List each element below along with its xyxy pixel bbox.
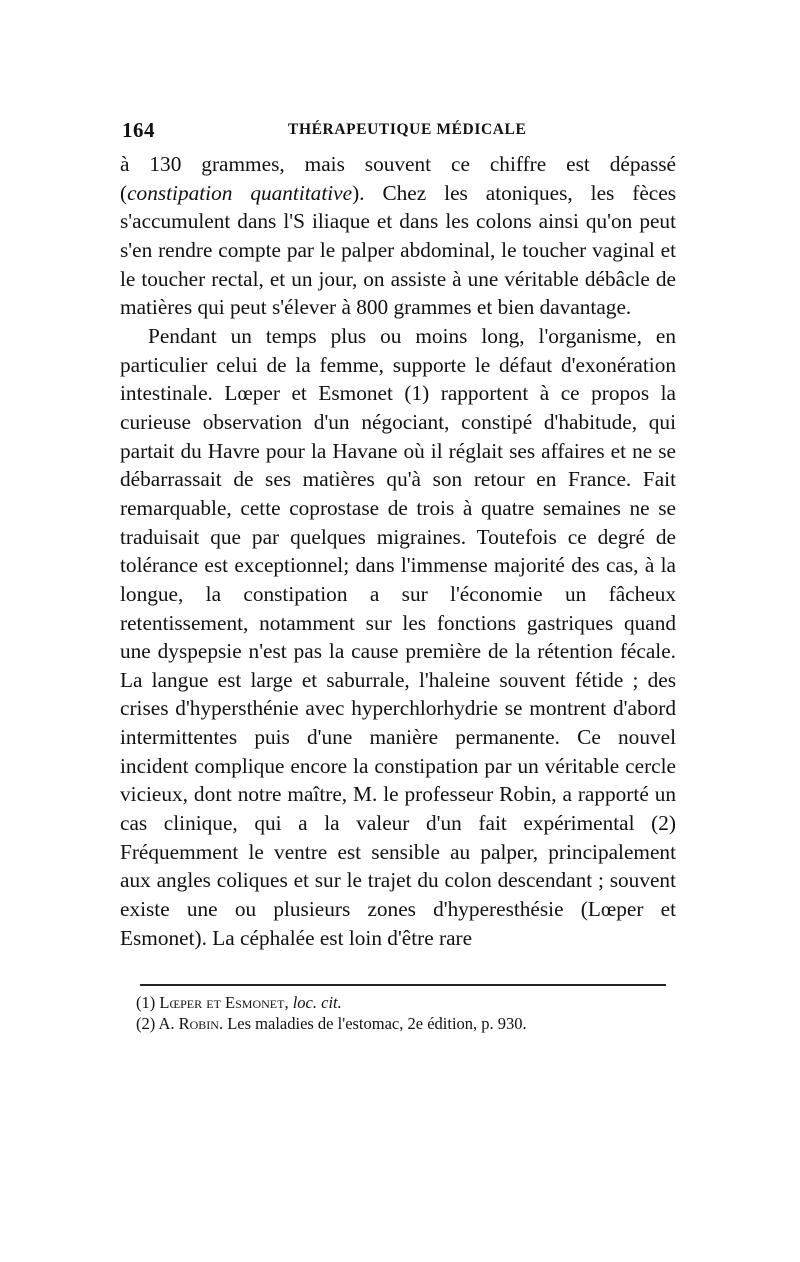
footnote-2 [136, 1013, 676, 1034]
paragraph-2: Pendant un temps plus ou moins long, l'organisme, en particulier celui de la femme, supporte le défaut d'exonération intestinale. Lœper et Esmonet (1) rapportent à ce propos la curieuse observation d'un négociant, constipé d'habitude, qui partait du Havre pour la Havane où il réglait ses affaires et ne se débarrassait de ses matières qu'à son retour en France. Fait remarquable, cette coprostase de trois à quatre semaines ne se traduisait que par quelques migraines. Toutefois ce degré de tolérance est exceptionnel; dans l'immense majorité des cas, à la longue, la constipation a sur l'économie un fâcheux retentissement, notamment sur les fonctions gastriques quand une dyspepsie n'est pas la cause première de la rétention fécale. La langue est large et saburrale, l'haleine souvent fétide ; des crises d'hypersthénie avec hyperchlorhydrie se montrent d'abord intermittentes puis d'une manière permanente. Ce nouvel incident complique encore la constipation par un véritable cercle vicieux, dont notre maître, M. le professeur Robin, a rapporté un cas clinique, qui a la valeur d'un fait expérimental (2) Fréquemment le ventre est sensible au palper, principalement aux angles coliques et sur le trajet du colon descendant ; souvent existe une ou plusieurs zones d'hyperesthésie (Lœper et Esmonet). La céphalée est loin d'être rare [120, 323, 676, 950]
footnote-1-authors: Lœper et Esmonet [159, 993, 285, 1012]
paragraph-1 [120, 150, 676, 322]
paragraph-1-lead: à 130 grammes, mais souvent ce chiffre est dépassé ( [120, 152, 676, 205]
footnote-1-reference: loc. cit. [292, 993, 342, 1012]
footnote-1-separator: , [284, 993, 293, 1012]
footnote-1 [136, 992, 676, 1013]
footnote-2-author: Robin [178, 1014, 219, 1033]
page-number: 164 [122, 118, 155, 142]
body-text [120, 150, 676, 952]
footnote-2-rest: . Les maladies de l'estomac, 2e édition, p. 930. [218, 1014, 527, 1033]
page-header [122, 118, 678, 142]
footnote-divider [140, 984, 666, 986]
footnote-2-number: (2) A. [136, 1014, 179, 1033]
paragraph-1-rest: ). Chez les atoniques, les fèces s'accumulent dans l'S iliaque et dans les colons ainsi qu'on peut s'en rendre compte par le palper abdominal, le toucher vaginal et le toucher rectal, et un jour, on assiste à une véritable débâcle de matières qui peut s'élever à 800 grammes et bien davantage. [120, 180, 676, 320]
footnote-1-number: (1) [136, 993, 160, 1012]
running-title: THÉRAPEUTIQUE MÉDICALE [288, 121, 527, 138]
footnotes [136, 992, 676, 1034]
paragraph-1-italic-term: constipation quantitative [127, 180, 353, 205]
